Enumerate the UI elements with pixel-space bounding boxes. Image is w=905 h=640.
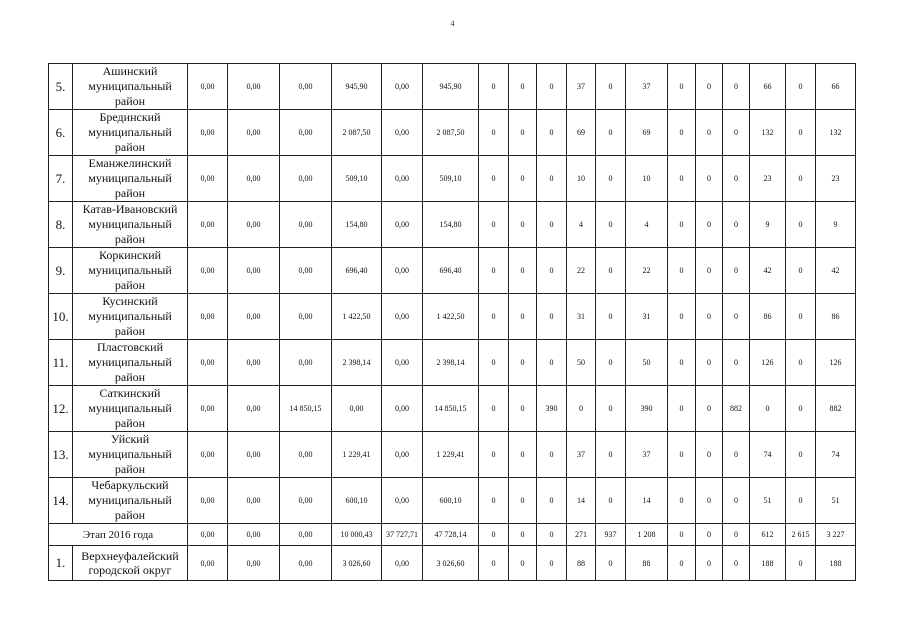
name-line: муниципальный	[88, 355, 172, 369]
value-cell: 0,00	[228, 156, 280, 202]
name-line: район	[114, 416, 146, 430]
value-cell: 0	[596, 432, 626, 478]
value-cell: 0	[696, 156, 723, 202]
name-line: муниципальный	[88, 309, 172, 323]
name-line: Катав-Ивановский	[82, 202, 178, 216]
value-cell: 882	[816, 386, 856, 432]
value-cell: 31	[626, 294, 668, 340]
table-row	[49, 110, 856, 156]
value-cell: 2 398,14	[332, 340, 382, 386]
value-cell: 0	[723, 478, 750, 524]
row-number: 8.	[49, 202, 73, 248]
value-cell: 0	[567, 386, 596, 432]
value-cell: 88	[567, 546, 596, 581]
value-cell: 882	[723, 386, 750, 432]
value-cell: 0,00	[228, 110, 280, 156]
value-cell: 0,00	[228, 432, 280, 478]
name-line: район	[114, 186, 146, 200]
value-cell: 0	[596, 546, 626, 581]
row-number: 6.	[49, 110, 73, 156]
value-cell: 0	[509, 110, 537, 156]
name-line: Уйский	[110, 432, 150, 446]
table-body	[49, 64, 856, 581]
value-cell: 0,00	[188, 202, 228, 248]
value-cell: 0	[596, 202, 626, 248]
value-cell: 0,00	[188, 110, 228, 156]
value-cell: 4	[567, 202, 596, 248]
value-cell: 0,00	[228, 64, 280, 110]
value-cell: 0	[479, 524, 509, 546]
value-cell: 0,00	[382, 202, 423, 248]
name-line: муниципальный	[88, 125, 172, 139]
name-line: Кусинский	[102, 294, 158, 308]
value-cell: 50	[567, 340, 596, 386]
value-cell: 0	[723, 432, 750, 478]
municipality-name	[73, 202, 188, 248]
name-line: муниципальный	[88, 493, 172, 507]
value-cell: 0	[537, 248, 567, 294]
value-cell: 0	[596, 64, 626, 110]
value-cell: 0,00	[280, 156, 332, 202]
table-row	[49, 294, 856, 340]
value-cell: 42	[750, 248, 786, 294]
value-cell: 37 727,71	[382, 524, 423, 546]
value-cell: 0	[537, 64, 567, 110]
value-cell: 0,00	[188, 478, 228, 524]
value-cell: 0	[668, 386, 696, 432]
value-cell: 0	[479, 248, 509, 294]
municipality-name	[73, 386, 188, 432]
name-line: район	[114, 278, 146, 292]
row-number: 11.	[49, 340, 73, 386]
value-cell: 0	[668, 478, 696, 524]
value-cell: 0	[723, 294, 750, 340]
value-cell: 0,00	[280, 524, 332, 546]
value-cell: 0,00	[280, 294, 332, 340]
value-cell: 154,80	[423, 202, 479, 248]
municipality-name	[73, 432, 188, 478]
value-cell: 0	[537, 110, 567, 156]
value-cell: 0,00	[332, 386, 382, 432]
value-cell: 0	[596, 294, 626, 340]
value-cell: 0,00	[228, 202, 280, 248]
value-cell: 696,40	[423, 248, 479, 294]
value-cell: 10	[567, 156, 596, 202]
value-cell: 0,00	[188, 248, 228, 294]
name-line: район	[114, 370, 146, 384]
value-cell: 0	[696, 294, 723, 340]
value-cell: 126	[750, 340, 786, 386]
value-cell: 0	[786, 432, 816, 478]
value-cell: 0	[696, 202, 723, 248]
value-cell: 0	[668, 524, 696, 546]
value-cell: 0	[696, 432, 723, 478]
value-cell: 0,00	[382, 110, 423, 156]
value-cell: 2 398,14	[423, 340, 479, 386]
value-cell: 66	[816, 64, 856, 110]
value-cell: 0,00	[228, 248, 280, 294]
value-cell: 0	[596, 110, 626, 156]
value-cell: 4	[626, 202, 668, 248]
table-row	[49, 386, 856, 432]
value-cell: 271	[567, 524, 596, 546]
row-number: 12.	[49, 386, 73, 432]
value-cell: 0	[786, 546, 816, 581]
value-cell: 0	[479, 294, 509, 340]
value-cell: 0	[696, 110, 723, 156]
value-cell: 0	[509, 546, 537, 581]
name-line: Верхнеуфалейский	[81, 549, 179, 563]
value-cell: 3 026,60	[332, 546, 382, 581]
municipality-name	[73, 294, 188, 340]
value-cell: 0,00	[382, 386, 423, 432]
value-cell: 154,80	[332, 202, 382, 248]
value-cell: 0,00	[382, 478, 423, 524]
value-cell: 22	[626, 248, 668, 294]
value-cell: 0,00	[188, 546, 228, 581]
name-line: Чебаркульский	[91, 478, 169, 492]
value-cell: 0	[479, 546, 509, 581]
value-cell: 0	[509, 478, 537, 524]
value-cell: 0,00	[188, 294, 228, 340]
value-cell: 0	[723, 524, 750, 546]
value-cell: 0	[786, 156, 816, 202]
value-cell: 0	[479, 340, 509, 386]
value-cell: 0,00	[228, 478, 280, 524]
value-cell: 0	[723, 202, 750, 248]
value-cell: 132	[816, 110, 856, 156]
table-row	[49, 156, 856, 202]
value-cell: 0	[786, 478, 816, 524]
value-cell: 0	[479, 202, 509, 248]
value-cell: 945,90	[332, 64, 382, 110]
value-cell: 0	[723, 340, 750, 386]
value-cell: 74	[750, 432, 786, 478]
name-line: Ашинский	[102, 64, 158, 78]
value-cell: 0,00	[280, 64, 332, 110]
value-cell: 2 087,50	[332, 110, 382, 156]
value-cell: 0	[668, 248, 696, 294]
value-cell: 0	[668, 432, 696, 478]
table-row	[49, 432, 856, 478]
value-cell: 0	[509, 432, 537, 478]
value-cell: 0	[596, 248, 626, 294]
value-cell: 2 615	[786, 524, 816, 546]
value-cell: 37	[626, 432, 668, 478]
value-cell: 14 850,15	[280, 386, 332, 432]
value-cell: 23	[750, 156, 786, 202]
value-cell: 14	[626, 478, 668, 524]
value-cell: 0	[509, 340, 537, 386]
value-cell: 9	[816, 202, 856, 248]
value-cell: 0,00	[382, 294, 423, 340]
row-number: 13.	[49, 432, 73, 478]
name-line: муниципальный	[88, 263, 172, 277]
table-row	[49, 202, 856, 248]
value-cell: 0	[786, 110, 816, 156]
value-cell: 509,10	[423, 156, 479, 202]
value-cell: 14 850,15	[423, 386, 479, 432]
name-line: муниципальный	[88, 447, 172, 461]
value-cell: 0,00	[228, 294, 280, 340]
value-cell: 0,00	[382, 432, 423, 478]
name-line: муниципальный	[88, 79, 172, 93]
row-number: 5.	[49, 64, 73, 110]
value-cell: 188	[750, 546, 786, 581]
value-cell: 0	[723, 248, 750, 294]
value-cell: 132	[750, 110, 786, 156]
name-line: Саткинский	[99, 386, 161, 400]
value-cell: 1 229,41	[423, 432, 479, 478]
value-cell: 1 422,50	[423, 294, 479, 340]
value-cell: 1 229,41	[332, 432, 382, 478]
name-line: район	[114, 94, 146, 108]
value-cell: 0,00	[280, 248, 332, 294]
value-cell: 0,00	[188, 340, 228, 386]
municipality-name	[73, 478, 188, 524]
municipality-name	[73, 248, 188, 294]
value-cell: 0,00	[188, 156, 228, 202]
value-cell: 0	[509, 524, 537, 546]
value-cell: 0	[596, 156, 626, 202]
value-cell: 0	[479, 478, 509, 524]
value-cell: 0	[479, 110, 509, 156]
name-line: район	[114, 462, 146, 476]
value-cell: 69	[567, 110, 596, 156]
page-number: 4	[450, 19, 455, 28]
row-number: 14.	[49, 478, 73, 524]
value-cell: 0	[479, 64, 509, 110]
value-cell: 0,00	[382, 248, 423, 294]
value-cell: 0	[696, 478, 723, 524]
value-cell: 23	[816, 156, 856, 202]
table-row	[49, 248, 856, 294]
municipality-name	[73, 64, 188, 110]
value-cell: 509,10	[332, 156, 382, 202]
value-cell: 612	[750, 524, 786, 546]
value-cell: 0	[537, 294, 567, 340]
value-cell: 51	[816, 478, 856, 524]
value-cell: 0	[537, 546, 567, 581]
value-cell: 0,00	[280, 340, 332, 386]
value-cell: 0,00	[188, 386, 228, 432]
value-cell: 0	[537, 340, 567, 386]
value-cell: 0	[786, 202, 816, 248]
value-cell: 37	[626, 64, 668, 110]
value-cell: 0	[723, 110, 750, 156]
value-cell: 0,00	[228, 546, 280, 581]
value-cell: 0	[537, 156, 567, 202]
value-cell: 10	[626, 156, 668, 202]
value-cell: 0	[596, 340, 626, 386]
value-cell: 0	[696, 386, 723, 432]
value-cell: 0	[750, 386, 786, 432]
value-cell: 86	[816, 294, 856, 340]
value-cell: 3 227	[816, 524, 856, 546]
value-cell: 945,90	[423, 64, 479, 110]
value-cell: 0,00	[382, 340, 423, 386]
value-cell: 0	[668, 110, 696, 156]
municipality-name	[73, 340, 188, 386]
value-cell: 600,10	[332, 478, 382, 524]
value-cell: 10 000,43	[332, 524, 382, 546]
value-cell: 0	[696, 340, 723, 386]
value-cell: 937	[596, 524, 626, 546]
value-cell: 0	[786, 248, 816, 294]
value-cell: 0	[668, 546, 696, 581]
value-cell: 0	[537, 478, 567, 524]
name-line: район	[114, 232, 146, 246]
row-number: 9.	[49, 248, 73, 294]
value-cell: 0	[509, 64, 537, 110]
value-cell: 390	[537, 386, 567, 432]
value-cell: 0	[509, 156, 537, 202]
value-cell: 0	[596, 386, 626, 432]
row-number: 7.	[49, 156, 73, 202]
value-cell: 3 026,60	[423, 546, 479, 581]
value-cell: 0	[537, 524, 567, 546]
name-line: городской округ	[88, 563, 172, 577]
value-cell: 0,00	[280, 202, 332, 248]
value-cell: 188	[816, 546, 856, 581]
value-cell: 1 422,50	[332, 294, 382, 340]
table-row	[49, 546, 856, 581]
value-cell: 14	[567, 478, 596, 524]
value-cell: 0	[723, 546, 750, 581]
name-line: муниципальный	[88, 217, 172, 231]
value-cell: 37	[567, 432, 596, 478]
stage-label: Этап 2016 года	[49, 524, 188, 546]
value-cell: 0	[668, 294, 696, 340]
name-line: район	[114, 324, 146, 338]
value-cell: 86	[750, 294, 786, 340]
value-cell: 0	[723, 64, 750, 110]
table-row	[49, 340, 856, 386]
value-cell: 0	[696, 64, 723, 110]
value-cell: 0	[786, 64, 816, 110]
value-cell: 50	[626, 340, 668, 386]
value-cell: 0	[696, 546, 723, 581]
value-cell: 69	[626, 110, 668, 156]
name-line: Пластовский	[97, 340, 163, 354]
value-cell: 22	[567, 248, 596, 294]
value-cell: 0,00	[228, 386, 280, 432]
municipality-name	[73, 156, 188, 202]
value-cell: 0	[479, 432, 509, 478]
value-cell: 74	[816, 432, 856, 478]
value-cell: 0,00	[188, 524, 228, 546]
value-cell: 696,40	[332, 248, 382, 294]
value-cell: 0,00	[382, 546, 423, 581]
value-cell: 47 728,14	[423, 524, 479, 546]
value-cell: 0,00	[280, 478, 332, 524]
value-cell: 0,00	[280, 110, 332, 156]
value-cell: 0,00	[228, 340, 280, 386]
value-cell: 0	[668, 202, 696, 248]
value-cell: 0	[509, 386, 537, 432]
name-line: район	[114, 508, 146, 522]
table-row	[49, 64, 856, 110]
value-cell: 0,00	[280, 432, 332, 478]
value-cell: 0,00	[228, 524, 280, 546]
value-cell: 0,00	[382, 64, 423, 110]
value-cell: 0,00	[382, 156, 423, 202]
value-cell: 0	[668, 340, 696, 386]
value-cell: 9	[750, 202, 786, 248]
name-line: район	[114, 140, 146, 154]
value-cell: 66	[750, 64, 786, 110]
value-cell: 0	[509, 202, 537, 248]
municipality-name	[73, 546, 188, 581]
data-table	[48, 63, 856, 581]
municipality-name	[73, 110, 188, 156]
row-number: 1.	[49, 546, 73, 581]
value-cell: 0	[786, 340, 816, 386]
value-cell: 2 087,50	[423, 110, 479, 156]
value-cell: 0	[509, 294, 537, 340]
value-cell: 31	[567, 294, 596, 340]
row-number: 10.	[49, 294, 73, 340]
value-cell: 1 208	[626, 524, 668, 546]
name-line: муниципальный	[88, 171, 172, 185]
value-cell: 0	[479, 386, 509, 432]
value-cell: 88	[626, 546, 668, 581]
value-cell: 390	[626, 386, 668, 432]
value-cell: 0,00	[280, 546, 332, 581]
value-cell: 0	[509, 248, 537, 294]
name-line: Коркинский	[98, 248, 162, 262]
table-row	[49, 478, 856, 524]
value-cell: 0	[537, 432, 567, 478]
value-cell: 0	[696, 524, 723, 546]
value-cell: 0	[596, 478, 626, 524]
value-cell: 0	[723, 156, 750, 202]
name-line: Еманжелинский	[88, 156, 172, 170]
value-cell: 0	[479, 156, 509, 202]
value-cell: 126	[816, 340, 856, 386]
value-cell: 42	[816, 248, 856, 294]
value-cell: 0	[696, 248, 723, 294]
value-cell: 0	[537, 202, 567, 248]
value-cell: 0,00	[188, 64, 228, 110]
value-cell: 0	[668, 156, 696, 202]
value-cell: 600,10	[423, 478, 479, 524]
stage-total-row	[49, 524, 856, 546]
value-cell: 51	[750, 478, 786, 524]
value-cell: 0	[786, 386, 816, 432]
value-cell: 0	[786, 294, 816, 340]
value-cell: 0	[668, 64, 696, 110]
name-line: муниципальный	[88, 401, 172, 415]
name-line: Брединский	[99, 110, 161, 124]
value-cell: 37	[567, 64, 596, 110]
value-cell: 0,00	[188, 432, 228, 478]
